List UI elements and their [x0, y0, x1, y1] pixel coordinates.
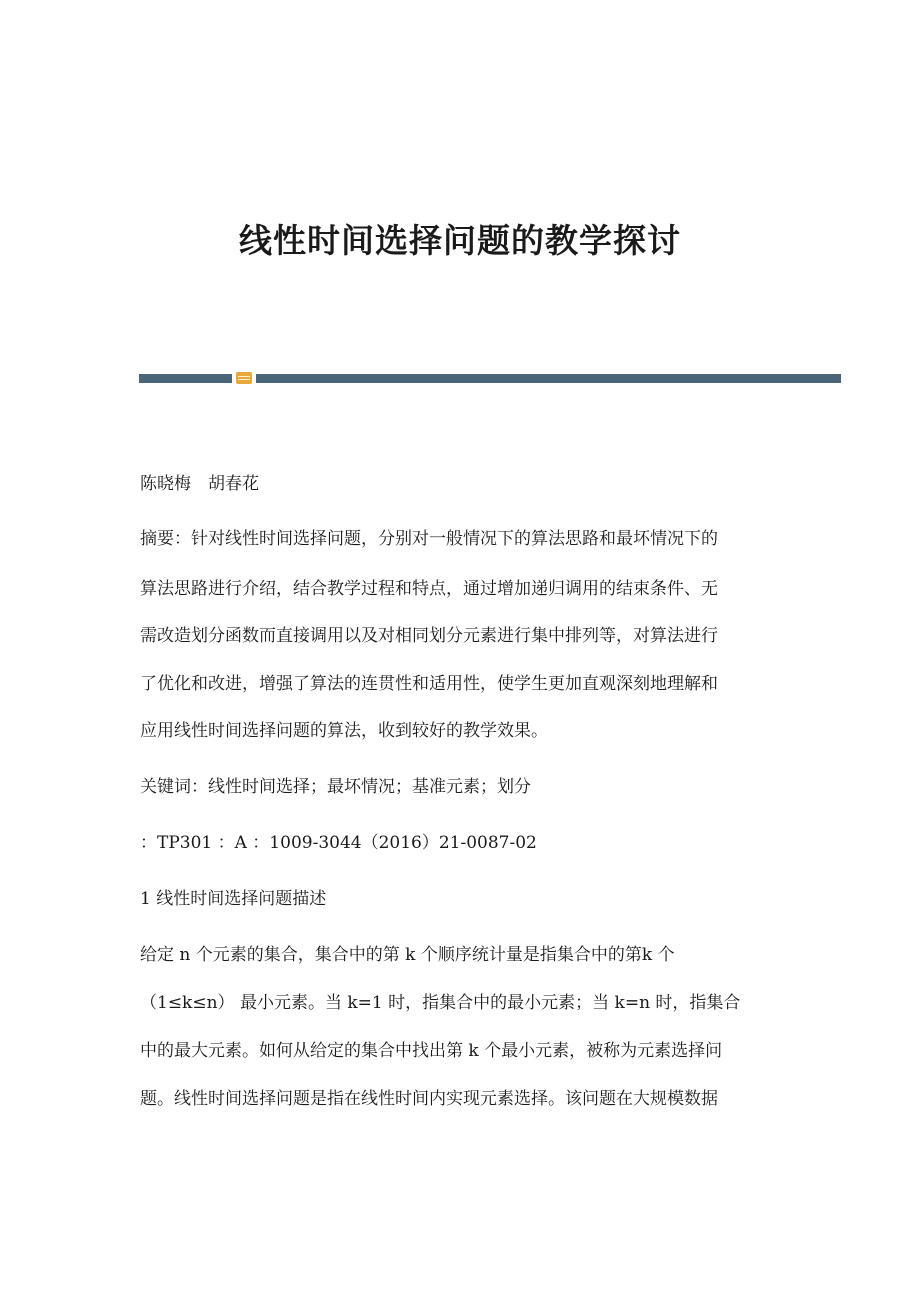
classification-codes: ：TP301 ：A ：1009-3044（2016）21-0087-02 [140, 833, 537, 853]
body-line: 给定 n 个元素的集合，集合中的第 k 个顺序统计量是指集合中的第k 个 [140, 945, 675, 965]
abstract-line: 应用线性时间选择问题的算法，收到较好的教学效果。 [140, 721, 548, 741]
abstract-line: 算法思路进行介绍，结合教学过程和特点，通过增加递归调用的结束条件、无 [140, 579, 718, 599]
abstract-line: 需改造划分函数而直接调用以及对相同划分元素进行集中排列等，对算法进行 [140, 626, 718, 646]
keywords: 关键词：线性时间选择；最坏情况；基准元素；划分 [140, 777, 531, 797]
title-divider-right [256, 374, 841, 383]
abstract-line: 摘要：针对线性时间选择问题，分别对一般情况下的算法思路和最坏情况下的 [140, 529, 718, 549]
paper-title: 线性时间选择问题的教学探讨 [239, 221, 681, 260]
body-line: （1≤k≤n） 最小元素。当 k=1 时，指集合中的最小元素；当 k=n 时，指集合 [140, 993, 741, 1013]
section-heading: 1 线性时间选择问题描述 [140, 889, 327, 909]
body-line: 题。线性时间选择问题是指在线性时间内实现元素选择。该问题在大规模数据 [140, 1089, 718, 1109]
title-divider-left [139, 374, 232, 383]
divider-ornament-icon [236, 372, 252, 384]
abstract-line: 了优化和改进，增强了算法的连贯性和适用性，使学生更加直观深刻地理解和 [140, 674, 718, 694]
body-line: 中的最大元素。如何从给定的集合中找出第 k 个最小元素，被称为元素选择问 [140, 1041, 723, 1061]
authors: 陈晓梅 胡春花 [140, 474, 259, 494]
